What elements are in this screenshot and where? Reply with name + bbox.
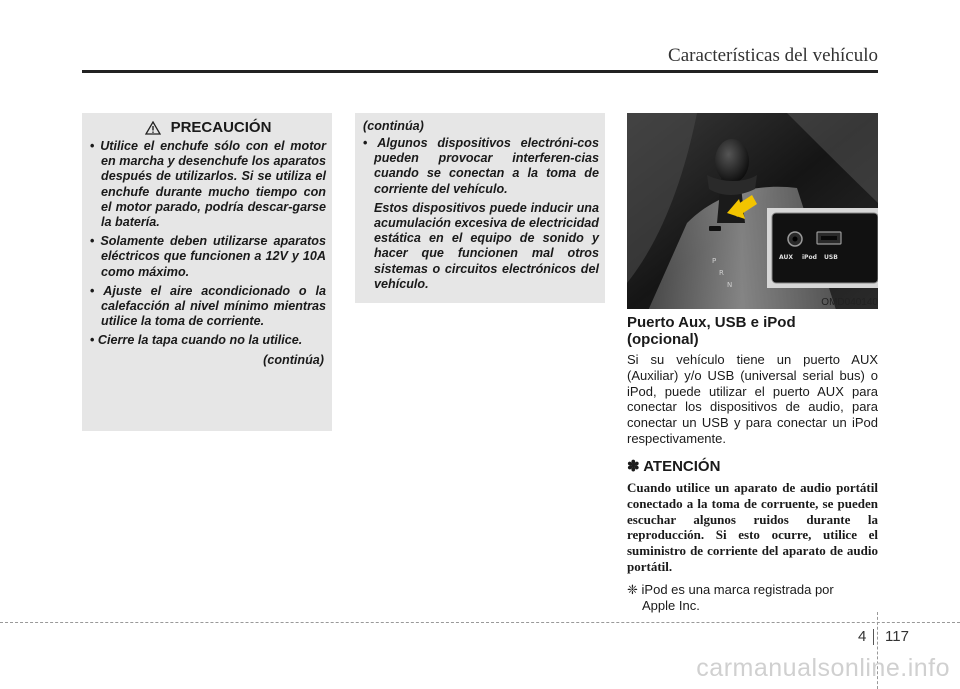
gear-letter: P (712, 257, 717, 265)
continued-caution-box (355, 113, 605, 303)
caution-heading (90, 119, 326, 136)
continued-paragraph: Estos dispositivos puede inducir una acumulación excesiva de electricidad estática en el equipo de sonido y hacer que funcionen mal otros sistemas o circuitos electrónicos del vehículo. (374, 200, 599, 291)
caution-item: • Utilice el enchufe sólo con el motor en marcha y desenchufe los aparatos después de utilizarlos. Si se utiliza el enchufe durante mucho tiempo con el motor parado, podría descar-garse la batería. (90, 139, 326, 230)
figure-code: OMD040140 (821, 297, 878, 308)
continued-item: • Algunos dispositivos electróni-cos pueden provocar interferen-cias cuando se conectan a la toma de corriente del vehículo. (363, 136, 599, 196)
caution-title: PRECAUCIÓN (170, 119, 272, 136)
asterisk-icon: ✽ (627, 458, 640, 475)
attention-text: Cuando utilice un aparato de audio portátil conectado a la toma de corruente, se pueden escuchar algunos ruidos durante la reproducción. Si esto ocurre, utilice el suministro de corriente del aparato de audio portátil. (627, 480, 878, 574)
continued-heading: (continúa) (363, 119, 424, 133)
watermark: carmanualsonline.info (696, 654, 950, 682)
caution-item: • Cierre la tapa cuando no la utilice. (90, 333, 303, 348)
page-number: 117 (885, 628, 909, 645)
gear-letter: R (719, 269, 724, 277)
caution-box (82, 113, 332, 431)
section-title: Puerto Aux, USB e iPod (opcional) (627, 314, 796, 348)
aux-usb-ipod-photo (627, 113, 878, 309)
continued-list (363, 136, 599, 197)
console-illustration (627, 113, 878, 309)
attention-heading (627, 457, 720, 475)
footer-divider (0, 622, 960, 623)
header-divider (82, 70, 878, 73)
attention-title: ATENCIÓN (643, 458, 721, 475)
trademark-note: ❈ iPod es una marca registrada por Apple Inc. (627, 582, 834, 613)
gear-letter: N (727, 281, 733, 289)
caution-continues: (continúa) (263, 352, 324, 367)
usb-port-label: USB (824, 254, 838, 261)
ipod-port-label: iPod (802, 254, 817, 261)
aux-port-label: AUX (779, 254, 793, 261)
chapter-number: 4 (858, 628, 867, 645)
caution-list (90, 139, 326, 349)
caution-item: • Solamente deben utilizarse aparatos eléctricos que funcionen a 12V y 10A como máximo. (90, 234, 326, 279)
note-symbol-icon: ❈ (627, 582, 638, 597)
caution-item: • Ajuste el aire acondicionado o la calefacción al nivel mínimo mientras utilice la toma de corriente. (90, 283, 326, 329)
page-number-separator (873, 629, 874, 645)
page-header-title: Características del vehículo (668, 45, 878, 66)
section-body: Si su vehículo tiene un puerto AUX (Auxiliar) y/o USB (universal serial bus) o iPod, puede utilizar el puerto AUX para conectar los dispositivos de audio, para conectar un USB y para conectar un iPod respectivamente. (627, 352, 878, 446)
warning-triangle-icon (145, 121, 161, 135)
